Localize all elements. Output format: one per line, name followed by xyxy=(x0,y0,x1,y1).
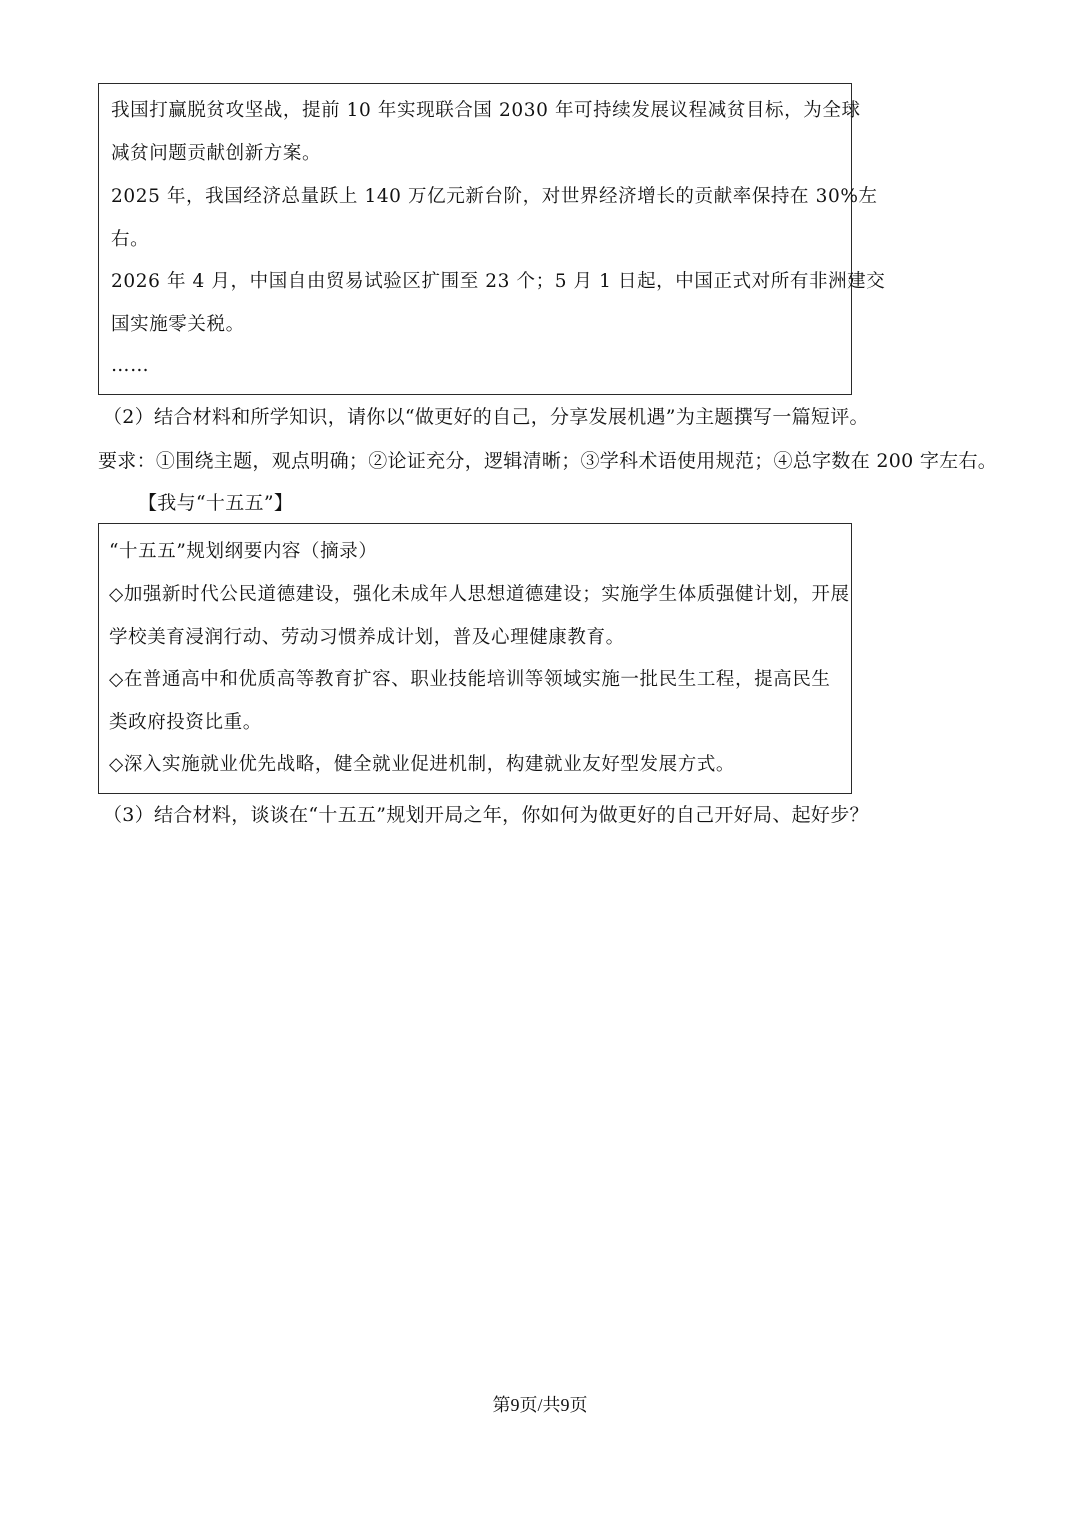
question-2-prompt: （2）结合材料和所学知识，请你以“做更好的自己，分享发展机遇”为主题撰写一篇短评。 xyxy=(103,406,869,428)
material-1-line-2: 减贫问题贡献创新方案。 xyxy=(111,143,322,164)
material-1-ellipsis: …… xyxy=(111,355,150,376)
material-1-line-1: 我国打赢脱贫攻坚战，提前 10 年实现联合国 2030 年可持续发展议程减贫目标，为全球 xyxy=(111,100,861,121)
material-1-line-3: 2025 年，我国经济总量跃上 140 万亿元新台阶，对世界经济增长的贡献率保持在 30%左 xyxy=(111,186,878,207)
material-box-2 xyxy=(98,523,852,794)
material-box-1 xyxy=(98,83,886,395)
question-2-requirements: 要求：①围绕主题，观点明确；②论证充分，逻辑清晰；③学科术语使用规范；④总字数在 200 字左右。 xyxy=(98,450,998,472)
material-2-line-2: 学校美育浸润行动、劳动习惯养成计划，普及心理健康教育。 xyxy=(109,627,625,648)
material-2-title: “十五五”规划纲要内容（摘录） xyxy=(109,541,378,562)
material-1-line-6: 国实施零关税。 xyxy=(111,314,245,335)
material-1-line-4: 右。 xyxy=(111,229,150,250)
material-2-line-4: 类政府投资比重。 xyxy=(109,712,262,733)
section-heading: 【我与“十五五”】 xyxy=(138,492,294,514)
material-2-line-5: ◇深入实施就业优先战略，健全就业促进机制，构建就业友好型发展方式。 xyxy=(109,754,736,775)
material-2-line-1: ◇加强新时代公民道德建设，强化未成年人思想道德建设；实施学生体质强健计划，开展 xyxy=(109,584,850,605)
question-3-prompt: （3）结合材料，谈谈在“十五五”规划开局之年，你如何为做更好的自己开好局、起好步？ xyxy=(103,804,869,826)
page-number: 第9页/共9页 xyxy=(492,1395,588,1415)
material-1-line-5: 2026 年 4 月，中国自由贸易试验区扩围至 23 个；5 月 1 日起，中国正式对所有非洲建交 xyxy=(111,271,886,292)
material-2-line-3: ◇在普通高中和优质高等教育扩容、职业技能培训等领域实施一批民生工程，提高民生 xyxy=(109,669,831,690)
